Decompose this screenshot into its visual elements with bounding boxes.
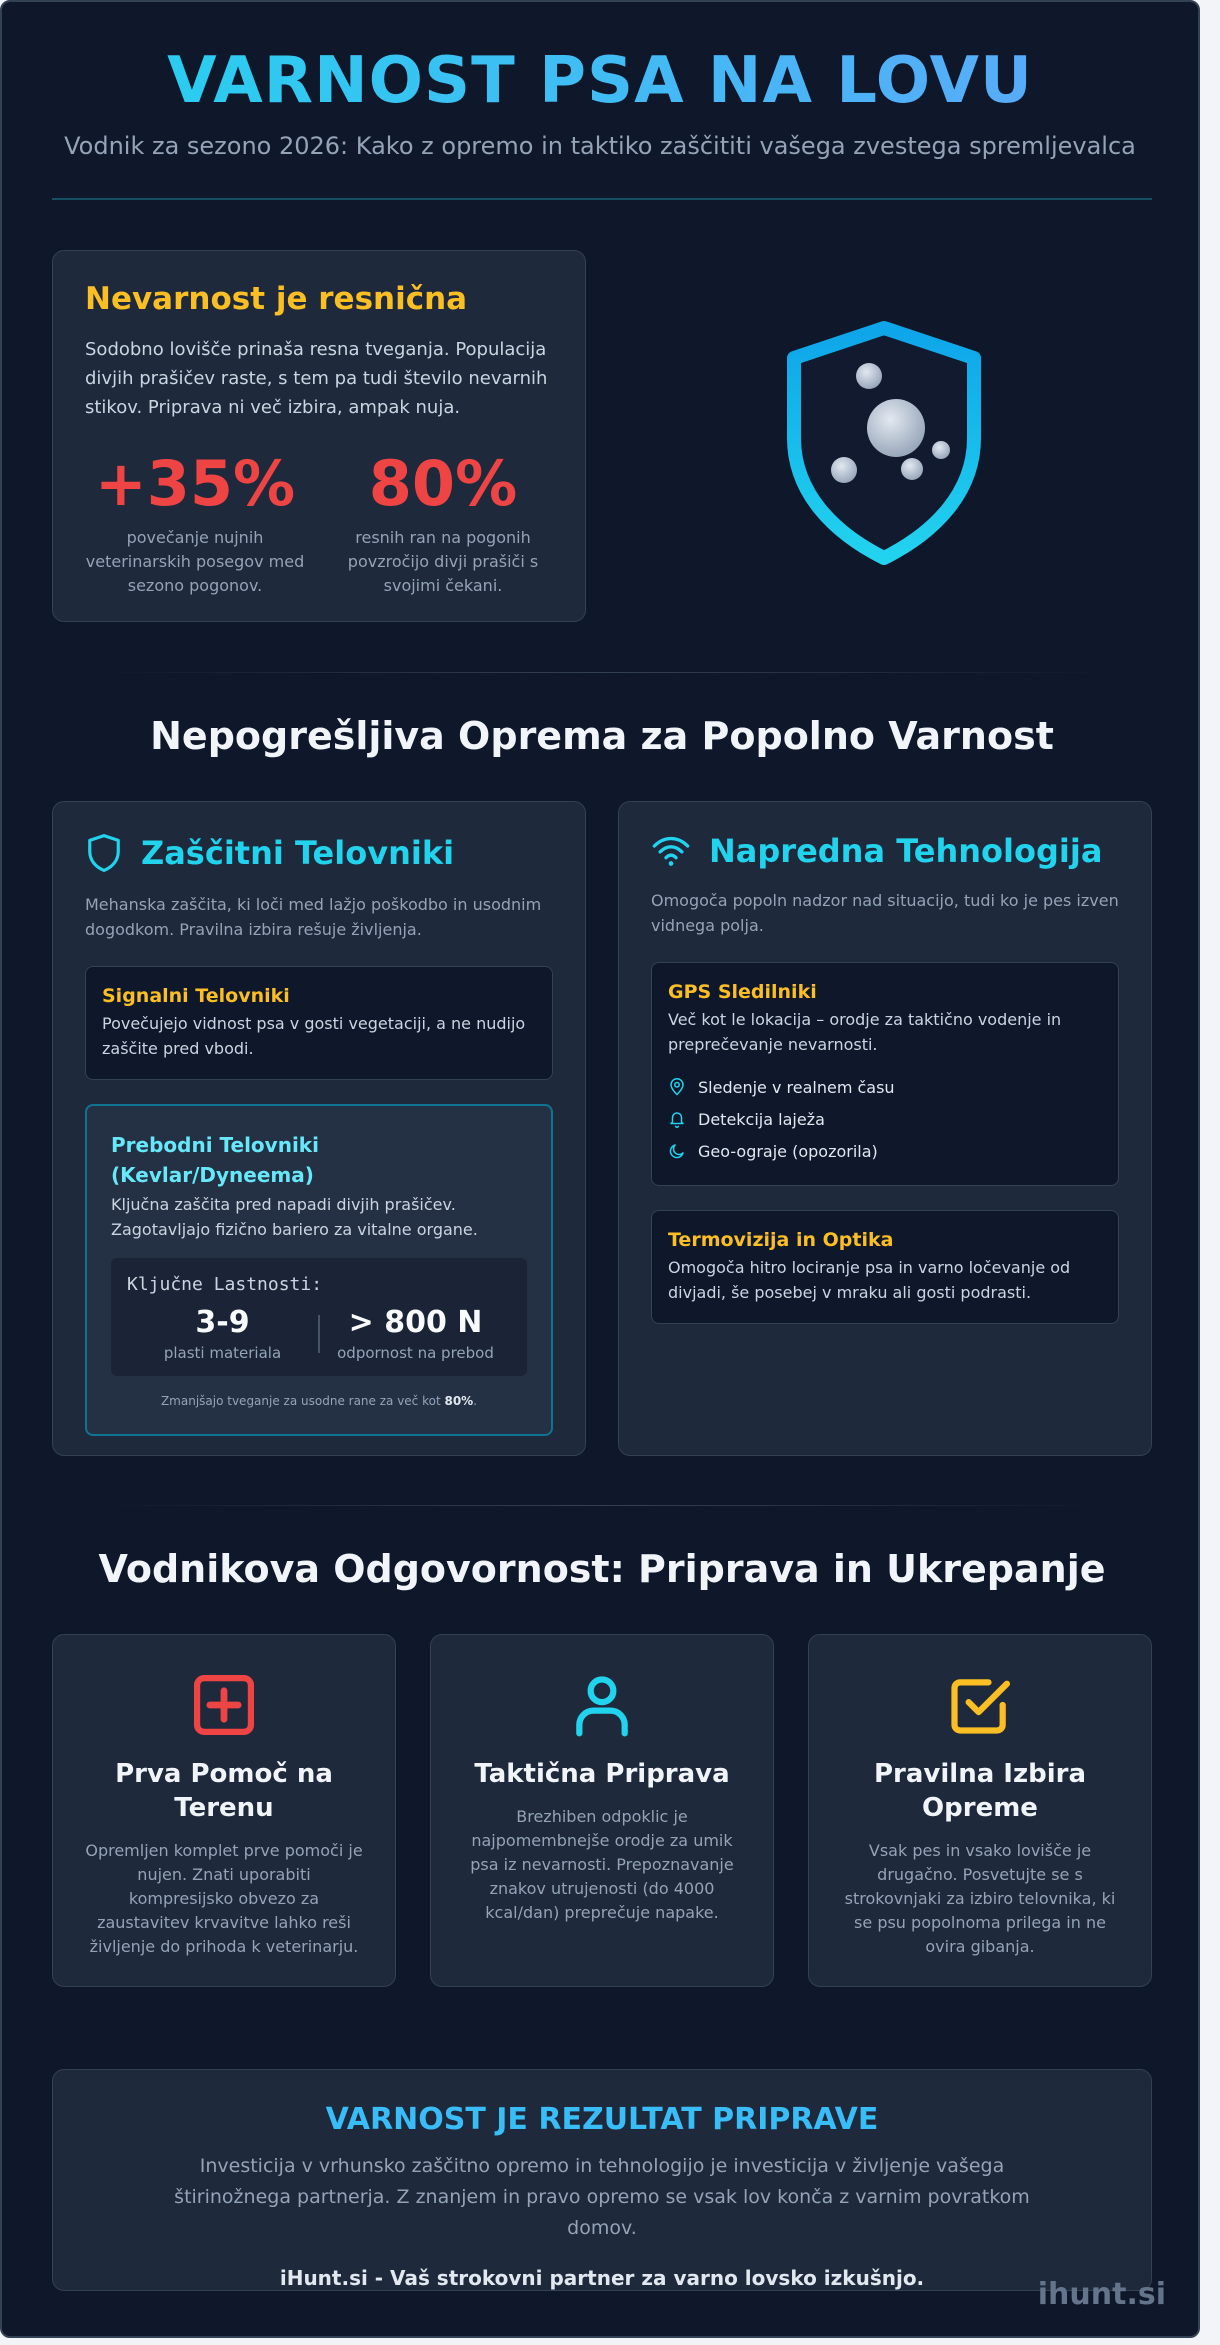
stat-item <box>333 447 553 598</box>
gps-title: GPS Sledilniki <box>668 981 817 1003</box>
shield-illustration <box>774 318 994 568</box>
footer-title: VARNOST JE REZULTAT PRIPRAVE <box>325 2102 879 2137</box>
user-icon <box>568 1671 636 1739</box>
stat-value: +35% <box>94 447 296 520</box>
property-label: odpornost na prebod <box>337 1344 494 1362</box>
vests-card <box>52 801 586 1456</box>
gps-text: Več kot le lokacija – orodje za taktično vodenje in preprečevanje nevarnosti. <box>668 1010 1062 1054</box>
page-title: VARNOST PSA NA LOVU <box>2 44 1198 118</box>
tactical-card <box>430 1634 774 1987</box>
gps-feature-item <box>668 1103 1102 1135</box>
danger-stats <box>85 447 553 598</box>
vests-title: Zaščitni Telovniki <box>141 834 455 872</box>
kevlar-note-value: 80% <box>444 1394 474 1408</box>
stat-label: povečanje nujnih veterinarskih posegov med sezono pogonov. <box>85 528 305 595</box>
property-value: 3-9 <box>195 1305 250 1340</box>
footer-text: Investicija v vrhunsko zaščitno opremo in tehnologijo je investicija v življenje vašega štirinožnega partnerja. Z znanjem in pravo opremo se vsak lov konča z varnim povratkom domov. <box>174 2155 1030 2239</box>
gps-feature-label: Detekcija laježa <box>698 1109 825 1129</box>
header-divider <box>52 198 1152 200</box>
property-item <box>320 1305 511 1362</box>
responsibility-section-title: Vodnikova Odgovornost: Priprava in Ukrepanje <box>98 1547 1106 1591</box>
thermal-title: Termovizija in Optika <box>668 1229 894 1251</box>
stat-item <box>85 447 305 598</box>
key-properties <box>111 1258 527 1376</box>
equipment-choice-text: Vsak pes in vsako lovišče je drugačno. Posvetujte se s strokovnjaki za izbiro telovnika, ki se psu popolnoma prilega in ne ovira gibanja. <box>844 1841 1116 1956</box>
signal-vests-box <box>85 966 553 1080</box>
shield-outline-icon <box>85 832 123 874</box>
kevlar-note-suffix: . <box>473 1394 478 1408</box>
property-label: plasti materiala <box>163 1344 282 1362</box>
danger-text: Sodobno lovišče prinaša resna tveganja. Populacija divjih prašičev raste, s tem pa tudi število nevarnih stikov. Priprava ni več izbira, ampak nuja. <box>85 339 548 418</box>
danger-card <box>52 250 586 622</box>
tactical-title: Taktična Priprava <box>474 1759 730 1789</box>
brand-logo: ihunt.si <box>1037 2277 1166 2312</box>
property-value: > 800 N <box>348 1305 483 1340</box>
wifi-icon <box>651 834 691 868</box>
equipment-choice-card <box>808 1634 1152 1987</box>
first-aid-card <box>52 1634 396 1987</box>
kevlar-vests-title: Prebodni Telovniki (Kevlar/Dyneema) <box>111 1133 319 1187</box>
key-properties-row <box>127 1305 511 1362</box>
first-aid-icon <box>190 1671 258 1739</box>
vests-description: Mehanska zaščita, ki loči med lažjo poškodbo in usodnim dogodkom. Pravilna izbira rešuje življenja. <box>85 895 542 939</box>
first-aid-title: Prva Pomoč na Terenu <box>115 1759 333 1823</box>
footer-card <box>52 2069 1152 2291</box>
kevlar-note-prefix: Zmanjšajo tveganje za usodne rane za več kot <box>160 1394 445 1408</box>
tactical-text: Brezhiben odpoklic je najpomembnejše orodje za umik psa iz nevarnosti. Prepoznavanje znakov utrujenosti (do 4000 kcal/dan) preprečuje napake. <box>470 1807 734 1922</box>
header <box>2 2 1198 160</box>
gps-feature-label: Sledenje v realnem času <box>698 1077 895 1097</box>
key-properties-label: Ključne Lastnosti: <box>127 1274 323 1295</box>
moon-icon <box>668 1141 686 1161</box>
equipment-section-title: Nepogrešljiva Oprema za Popolno Varnost <box>150 714 1054 758</box>
thermal-text: Omogoča hitro lociranje psa in varno ločevanje od divjadi, še posebej v mraku ali gosti podrasti. <box>668 1258 1071 1302</box>
section-divider <box>92 672 1112 673</box>
footer-tagline: iHunt.si - Vaš strokovni partner za varno lovsko izkušnjo. <box>279 2266 925 2290</box>
gps-feature-item <box>668 1071 1102 1103</box>
kevlar-vests-box <box>85 1104 553 1436</box>
tech-description: Omogoča popoln nadzor nad situacijo, tudi ko je pes izven vidnega polja. <box>651 891 1119 935</box>
tech-title: Napredna Tehnologija <box>709 832 1103 870</box>
stat-label: resnih ran na pogonih povzročijo divji prašiči s svojimi čekani. <box>347 528 539 595</box>
location-pin-icon <box>668 1077 686 1097</box>
gps-feature-label: Geo-ograje (opozorila) <box>698 1141 878 1161</box>
first-aid-text: Opremljen komplet prve pomoči je nujen. Znati uporabiti kompresijsko obvezo za zaustavitev krvavitve lahko reši življenje do prihoda k veterinarju. <box>85 1841 363 1956</box>
signal-vests-title: Signalni Telovniki <box>102 985 290 1007</box>
gps-feature-list <box>668 1071 1102 1167</box>
equipment-choice-title: Pravilna Izbira Opreme <box>874 1759 1086 1823</box>
page-subtitle: Vodnik za sezono 2026: Kako z opremo in taktiko zaščititi vašega zvestega spremljevalca <box>64 132 1136 160</box>
danger-title: Nevarnost je resnična <box>85 281 468 317</box>
tech-header <box>651 832 1119 870</box>
bell-icon <box>668 1109 686 1129</box>
tech-card <box>618 801 1152 1456</box>
vests-header <box>85 832 553 874</box>
thermal-box <box>651 1210 1119 1324</box>
gps-feature-item <box>668 1135 1102 1167</box>
shield-icon <box>774 318 994 568</box>
property-item <box>127 1305 318 1362</box>
kevlar-note <box>111 1394 527 1408</box>
signal-vests-text: Povečujejo vidnost psa v gosti vegetaciji, a ne nudijo zaščite pred vbodi. <box>102 1014 526 1058</box>
stat-value: 80% <box>368 447 518 520</box>
gps-box <box>651 962 1119 1186</box>
section-divider <box>92 1505 1112 1506</box>
kevlar-vests-text: Ključna zaščita pred napadi divjih prašičev. Zagotavljajo fizično bariero za vitalne organe. <box>111 1195 478 1239</box>
checkbox-icon <box>946 1671 1014 1739</box>
